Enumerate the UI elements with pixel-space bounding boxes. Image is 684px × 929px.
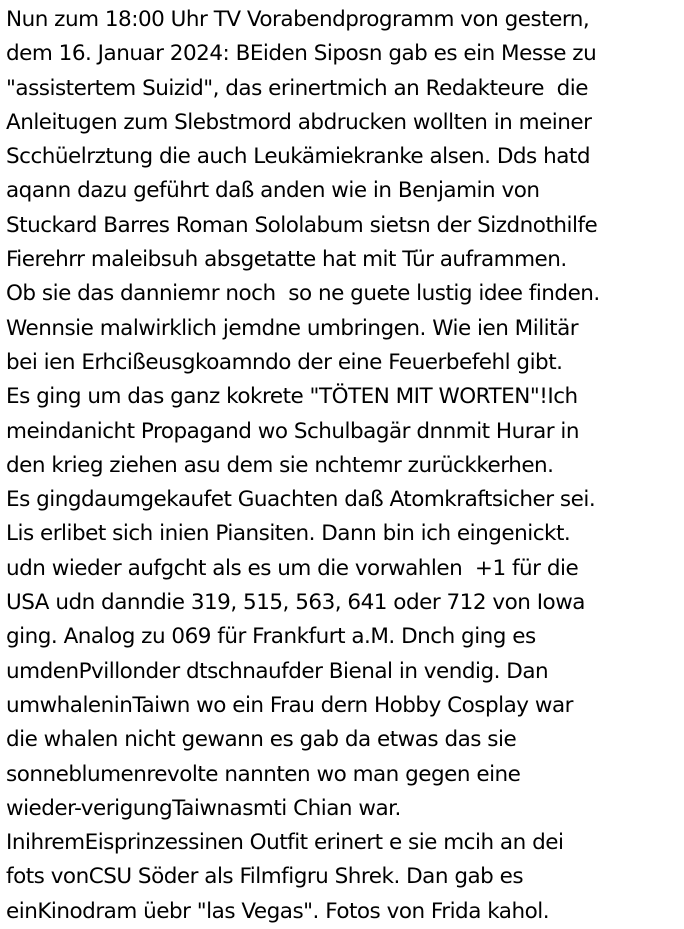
- text-line: Anleitugen zum Slebstmord abdrucken wollten in meiner: [6, 109, 592, 135]
- text-line: dem 16. Januar 2024: BEiden Siposn gab es ein Messe zu: [6, 41, 597, 67]
- text-line: InihremEisprinzessinen Outfit erinert e sie mcih an dei: [6, 830, 564, 856]
- text-line: ging. Analog zu 069 für Frankfurt a.M. Dnch ging es: [6, 624, 536, 650]
- text-line: Ob sie das danniemr noch so ne guete lustig idee finden.: [6, 281, 600, 307]
- text-line: aqann dazu geführt daß anden wie in Benjamin von: [6, 178, 540, 204]
- text-line: die whalen nicht gewann es gab da etwas das sie: [6, 727, 517, 753]
- text-line: Es ging um das ganz kokrete "TÖTEN MIT WORTEN"!Ich: [6, 384, 578, 410]
- text-block: [6, 3, 682, 929]
- text-line: Nun zum 18:00 Uhr TV Vorabendprogramm von gestern,: [6, 7, 590, 32]
- text-line: umwhaleninTaiwn wo ein Frau dern Hobby Cosplay war: [6, 692, 573, 718]
- text-line: umdenPvillonder dtschnaufder Bienal in vendig. Dan: [6, 658, 549, 684]
- text-line: udn wieder aufgcht als es um die vorwahlen +1 für die: [6, 555, 579, 581]
- text-line: "assistertem Suizid", das erinertmich an Redakteure die: [6, 75, 589, 101]
- text-line: wieder-verigungTaiwnasmti Chian war.: [6, 795, 401, 821]
- text-line: sonneblumenrevolte nannten wo man gegen eine: [6, 761, 521, 787]
- text-line: Es gingdaumgekaufet Guachten daß Atomkraftsicher sei.: [6, 487, 596, 513]
- text-line: fots vonCSU Söder als Filmfigru Shrek. Dan gab es: [6, 864, 524, 890]
- text-line: Lis erlibet sich inien Piansiten. Dann bin ich eingenickt.: [6, 521, 571, 547]
- text-line: Scchüelrztung die auch Leukämiekranke alsen. Dds hatd: [6, 144, 590, 170]
- text-line: einKinodram üebr "las Vegas". Fotos von Frida kahol.: [6, 898, 550, 924]
- text-line: Wennsie malwirklich jemdne umbringen. Wie ien Militär: [6, 315, 579, 341]
- text-line: Fierehrr maleibsuh absgetatte hat mit Tür auframmen.: [6, 247, 567, 273]
- text-line: den krieg ziehen asu dem sie nchtemr zurückkerhen.: [6, 452, 554, 478]
- text-line: USA udn danndie 319, 515, 563, 641 oder 712 von Iowa: [6, 590, 585, 616]
- text-line: Stuckard Barres Roman Sololabum sietsn der Sizdnothilfe: [6, 212, 598, 238]
- text-line: meindanicht Propagand wo Schulbagär dnnmit Hurar in: [6, 418, 580, 444]
- text-line: bei ien Erhcißeusgkoamndo der eine Feuerbefehl gibt.: [6, 349, 563, 375]
